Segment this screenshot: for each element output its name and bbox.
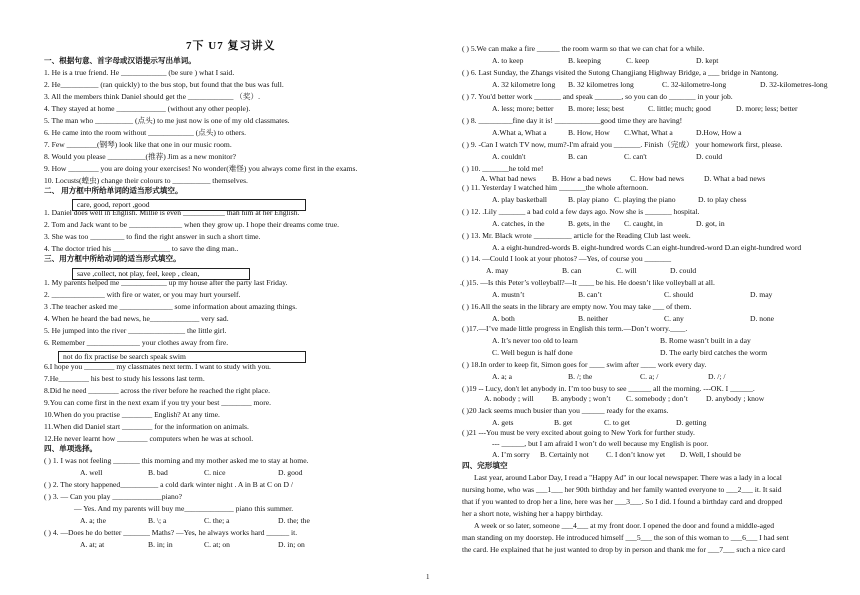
answer-option: C. the; a [204, 516, 230, 525]
answer-option: B. 32 kilometres long [568, 80, 634, 89]
question-line: 10.When do you practise ________ English? At any time. [44, 410, 220, 419]
word-box-1-text: care, good, report ,good [77, 200, 150, 209]
question-line: 2. He__________ (ran quickly) to the bus stop, but found that the bus was full. [44, 80, 284, 89]
question-line: nursing home, who was ___1___ her 90th birthday and her family wanted everyone to ___2___ it. It said [462, 485, 782, 494]
question-line: --- ______, but I am afraid I won’t do well because my English is poor. [492, 439, 709, 448]
question-line: ( )17.—I’ve made little progress in English this term.—Don’t worry.____. [462, 324, 688, 333]
question-line: ( )21 ---You must be very excited about going to New York for further study. [462, 428, 695, 437]
answer-option: B. play piano [568, 195, 609, 204]
question-line: ( )19 -- Lucy, don't let anybody in. I’m too busy to see ______ all the morning. ---OK. I ______. [462, 384, 755, 393]
answer-option: B. Certainly not [540, 450, 589, 459]
question-line: 10. Locusts(蝗虫) change their colours to __________ themselves. [44, 176, 248, 185]
answer-option: C. will [616, 266, 637, 275]
question-line: ( ) 2. The story happened__________ a cold dark winter night . A in B at C on D / [44, 480, 293, 489]
answer-option: D. may [750, 290, 773, 299]
answer-option: B. gets, in the [568, 219, 610, 228]
answer-option: C. at; on [204, 540, 230, 549]
question-line: ( ) 1. I was not feeling _______ this morning and my mother asked me to stay at home. [44, 456, 309, 465]
answer-option: C. 32-kilometre-long [662, 80, 727, 89]
question-line: ( ) 18.In order to keep fit, Simon goes for ____ swim after ____ work every day. [462, 360, 707, 369]
answer-option: C. a; / [640, 372, 659, 381]
section-heading: 一、根据句意、首字母或汉语提示写出单词。 [44, 56, 196, 65]
question-line: 4. The doctor tried his _______________ to save the ding man.. [44, 244, 239, 253]
question-line: A week or so later, someone ___4___ at my front door. I opened the door and found a middle-aged [474, 521, 774, 530]
answer-option: B. How a bad news [552, 174, 612, 183]
answer-option: C. should [664, 290, 694, 299]
question-line: 8. Would you please __________(推荐) Jim as a new monitor? [44, 152, 237, 161]
answer-option: B. can [568, 152, 588, 161]
section-heading: 四、单项选择。 [44, 444, 98, 453]
answer-option: A. a; a [492, 372, 513, 381]
page-number: 1 [426, 573, 430, 581]
question-line: her a short note, wishing her a happy birthday. [462, 509, 603, 518]
answer-option: D. the; the [278, 516, 310, 525]
answer-option: B. neither [578, 314, 608, 323]
answer-option: B. in; in [148, 540, 173, 549]
question-line: 8.Did he need ________ across the river before he reached the right place. [44, 386, 271, 395]
question-line: 9. How ________ you are doing your exercises! No wonder(难怪) you always come first in the exams. [44, 164, 358, 173]
question-line: 3. She was too _________ to find the right answer in such a short time. [44, 232, 261, 241]
answer-option: C. keep [626, 56, 650, 65]
question-line: ( )20 Jack seems much busier than you ______ ready for the exams. [462, 406, 669, 415]
answer-option: D. to play chess [698, 195, 747, 204]
question-line: 6. He came into the room without ____________ (点头) to others. [44, 128, 247, 137]
answer-option: D. /; / [708, 372, 726, 381]
answer-option: A. well [80, 468, 103, 477]
answer-option: D. The early bird catches the worm [660, 348, 768, 357]
question-line: 2. ______________ with fire or water, or you may hurt yourself. [44, 290, 241, 299]
question-line: ( ) 16.All the seats in the library are empty now. You may take ___ of them. [462, 302, 692, 311]
question-line: — Yes. And my parents will buy me_____________ piano this summer. [74, 504, 294, 513]
answer-option: C. caught, in [624, 219, 663, 228]
answer-option: B. \; a [148, 516, 167, 525]
answer-option: B. How, How [568, 128, 610, 137]
question-line: ( ) 14. —Could I look at your photos? —Yes, of course you _______ [462, 254, 672, 263]
page-title: 7下 U7 复习讲义 [186, 40, 276, 52]
question-line: ( ) 9. -Can I watch TV now, mum?-I'm afraid you _______. Finish（完成） your homework first, please. [462, 140, 783, 149]
answer-option: D. none [750, 314, 775, 323]
answer-option: B. keeping [568, 56, 601, 65]
question-line: that if you wanted to drop her a line, here was her ___3___. So I did. I found a birthday card and dropped [462, 497, 783, 506]
question-line: 3 .The teacher asked me ______________ some information about amazing things. [44, 302, 298, 311]
answer-option: A. a eight-hundred-words B. eight-hundred words C.an eight-hundred-word D.an eight-hundred word [492, 243, 802, 252]
answer-option: D. anybody ; know [706, 394, 765, 403]
question-line: 12.He never learnt how ________ computers when he was at school. [44, 434, 254, 443]
question-line: ( ) 8. _________fine day it is! ____________good time they are having! [462, 116, 683, 125]
answer-option: B. Rome wasn’t built in a day [660, 336, 751, 345]
question-line: 2. Tom and Jack want to be ______________ when they grow up. I hope their dreams come true. [44, 220, 339, 229]
question-line: 4. They stayed at home _____________ (without any other people). [44, 104, 251, 113]
answer-option: D. could [670, 266, 697, 275]
answer-option: A. at; at [80, 540, 105, 549]
question-line: 9.You can come first in the next exam if you try your best ________ more. [44, 398, 271, 407]
answer-option: A. may [486, 266, 509, 275]
answer-option: B. can [562, 266, 582, 275]
answer-option: C. playing the piano [614, 195, 676, 204]
question-line: 3. All the members think Daniel should get the ____________ （奖）. [44, 92, 260, 101]
answer-option: C.What, What a [624, 128, 673, 137]
answer-option: A. It’s never too old to learn [492, 336, 578, 345]
answer-option: D. good [278, 468, 303, 477]
question-line: ( ) 3. — Can you play _____________piano? [44, 492, 182, 501]
question-line: ( ) 12. .Lily _______ a bad cold a few days ago. Now she is _______ hospital. [462, 207, 700, 216]
answer-option: B. anybody ; won’t [552, 394, 611, 403]
word-box-2-text: save ,collect, not play, feel, keep , clean, [77, 269, 200, 278]
answer-option: D. got, in [696, 219, 725, 228]
answer-option: A. less; more; better [492, 104, 554, 113]
section-heading: 三、用方框中所给动词的适当形式填空。 [44, 254, 181, 263]
question-line: 7.He________ his best to study his lessons last term. [44, 374, 205, 383]
question-line: ( ) 11. Yesterday I watched him _______the whole afternoon. [462, 183, 649, 192]
question-line: 6. Remember ______________ your clothes away from fire. [44, 338, 229, 347]
question-line: 4. When he heard the bad news, he_____________ very sad. [44, 314, 229, 323]
answer-option: A. catches, in the [492, 219, 545, 228]
answer-option: B. bad [148, 468, 168, 477]
question-line: 5. The man who __________ (点头) to me just now is one of my old classmates. [44, 116, 290, 125]
question-line: 1. My parents helped me ____________ up my house after the party last Friday. [44, 278, 288, 287]
question-line: ( ) 6. Last Sunday, the Zhangs visited the Sutong Changjiang Highway Bridge, a ___ bridge in Nantong. [462, 68, 779, 77]
answer-option: D. in; on [278, 540, 305, 549]
question-line: ( ) 10. _______he told me! [462, 164, 544, 173]
answer-option: A. to keep [492, 56, 524, 65]
answer-option: B. get [554, 418, 573, 427]
answer-option: A. couldn't [492, 152, 526, 161]
answer-option: D. more; less; better [736, 104, 798, 113]
answer-option: D. could [696, 152, 723, 161]
answer-option: A.What a, What a [492, 128, 547, 137]
answer-option: C. nice [204, 468, 226, 477]
answer-option: D. 32-kilometres-long [760, 80, 828, 89]
answer-option: D. What a bad news [704, 174, 766, 183]
answer-option: C. to get [604, 418, 630, 427]
answer-option: B. more; less; best [568, 104, 625, 113]
question-line: ( ) 5.We can make a fire ______ the room warm so that we can chat for a while. [462, 44, 705, 53]
question-line: .( )15. —Is this Peter’s volleyball?—It ____ be his. He doesn’t like volleyball at all. [460, 278, 715, 287]
answer-option: A. I’m sorry [492, 450, 530, 459]
answer-option: D. Well, I should be [680, 450, 741, 459]
answer-option: B. /; the [568, 372, 593, 381]
answer-option: A. mustn’t [492, 290, 525, 299]
question-line: ( ) 7. You'd better work _______ and speak _______, so you can do _______ in your job. [462, 92, 733, 101]
answer-option: B. can’t [578, 290, 602, 299]
answer-option: A. gets [492, 418, 514, 427]
question-line: 11.When did Daniel start ________ for the information on animals. [44, 422, 249, 431]
answer-option: D.How, How a [696, 128, 742, 137]
question-line: 1. He is a true friend. He ____________ (be sure ) what I said. [44, 68, 235, 77]
question-line: man standing on my doorstep. He introduced himself ___5___ the son of this woman to ___6___ I had sent [462, 533, 789, 542]
answer-option: C. somebody ; don’t [626, 394, 688, 403]
question-line: 7. Few ________(钢琴) look like that one in our music room. [44, 140, 232, 149]
answer-option: D. kept [696, 56, 719, 65]
answer-option: C. I don’t know yet [606, 450, 666, 459]
word-box-3-text: not do fix practise be search speak swim [63, 352, 186, 361]
question-line: 5. He jumped into the river _______________ the little girl. [44, 326, 227, 335]
section-heading: 四、完形填空 [462, 461, 508, 470]
answer-option: A. What bad news [480, 174, 536, 183]
answer-option: A. a; the [80, 516, 106, 525]
answer-option: A. play basketball [492, 195, 548, 204]
question-line: ( ) 4. —Does he do better _______ Maths? —Yes, he always works hard ______ it. [44, 528, 298, 537]
answer-option: A. both [492, 314, 515, 323]
question-line: 6.I hope you ________ my classmates next term. I want to study with you. [44, 362, 271, 371]
answer-option: C. Well begun is half done [492, 348, 573, 357]
answer-option: A. 32 kilometre long [492, 80, 556, 89]
question-line: 1. Daniel does well in English. Millie is even ___________ than him at her English. [44, 208, 300, 217]
answer-option: A. nobody ; will [484, 394, 534, 403]
answer-option: C. How bad news [630, 174, 684, 183]
answer-option: D. getting [676, 418, 707, 427]
answer-option: C. any [664, 314, 684, 323]
answer-option: C. little; much; good [648, 104, 711, 113]
section-heading: 二、 用方框中所给单词的适当形式填空。 [44, 186, 183, 195]
answer-option: C. can't [624, 152, 647, 161]
question-line: Last year, around Labor Day, I read a "Happy Ad" in our local newspaper. There was a lady in a local [474, 473, 782, 482]
question-line: ( ) 13. Mr. Black wrote __________ article for the Reading Club last week. [462, 231, 691, 240]
question-line: the card. He explained that he just wanted to drop by in person and thank me for ___7___ such a nice card [462, 545, 786, 554]
